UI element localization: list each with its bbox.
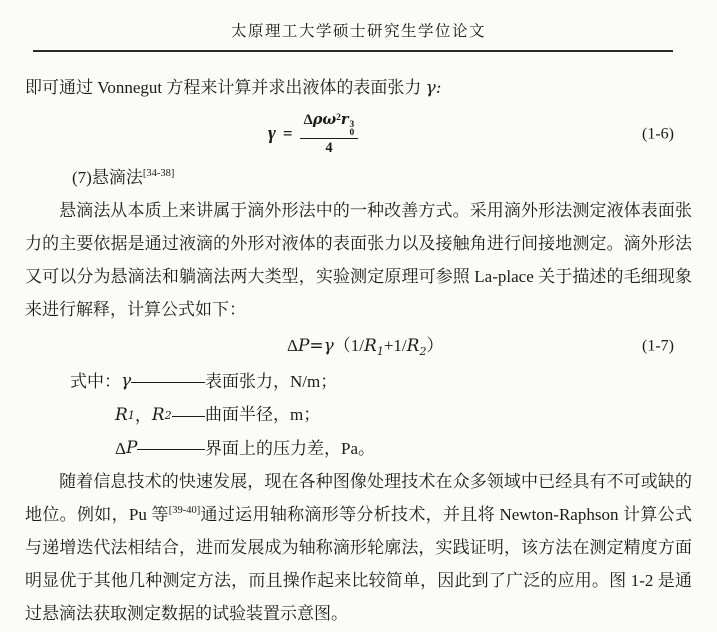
section-label: (7)悬滴法 bbox=[72, 168, 143, 187]
paragraph-1 bbox=[25, 194, 692, 326]
definition-desc: 曲面半径，m； bbox=[205, 405, 321, 424]
fraction bbox=[300, 112, 359, 157]
delta-symbol: Δ bbox=[287, 336, 298, 355]
radius-2-subscript: 2 bbox=[419, 345, 427, 358]
equals-sign: = bbox=[282, 124, 293, 144]
definition-desc: 表面张力，N/m； bbox=[205, 372, 338, 391]
radius-1-subscript: 1 bbox=[376, 345, 384, 358]
r-symbol: r bbox=[340, 110, 349, 128]
dash-leader bbox=[137, 449, 205, 450]
pressure-symbol: P bbox=[297, 336, 310, 356]
equation-tag-1-6: (1-6) bbox=[642, 125, 674, 143]
paragraph-2 bbox=[25, 465, 692, 630]
citation-34-38: [34-38] bbox=[142, 168, 175, 179]
definition-radii bbox=[115, 398, 692, 432]
pressure-symbol: P bbox=[125, 438, 138, 458]
rho-omega-symbols: ρω bbox=[312, 110, 337, 128]
paragraph-2-seg2: 通过运用轴称滴形等分析技术，并且将 Newton-Raphson 计算公式与递增迭代法相结合，进而发展成为轴称滴形轮廓法，实践证明，该方法在测定精度方面明显优于其他几种测定方法，而且操作起来比较简单，因此到了广泛的应用。图 1-2 是通过悬滴法获取测定数据的试验装置示意图。 bbox=[25, 505, 692, 623]
delta-symbol: Δ bbox=[303, 111, 313, 128]
close-paren: ） bbox=[426, 336, 444, 355]
paragraph-2-seg1: 随着信息技术的快速发展，现在各种图像处理技术在众多领域中已经具有不可或缺的地位。例如，Pu 等 bbox=[25, 472, 692, 524]
where-definitions bbox=[25, 365, 692, 465]
open-paren: （ bbox=[333, 336, 351, 355]
plus-one-over: +1/ bbox=[383, 336, 407, 355]
radius-2-symbol: R bbox=[406, 336, 420, 356]
dash-leader bbox=[131, 382, 205, 383]
delta-symbol: Δ bbox=[115, 439, 126, 458]
r-superscript: 3 bbox=[349, 119, 355, 130]
intro-gamma-symbol: γ: bbox=[425, 78, 442, 98]
radius-2-symbol: R bbox=[151, 405, 165, 425]
intro-text: 即可通过 Vonnegut 方程来计算并求出液体的表面张力 bbox=[25, 78, 426, 97]
definition-lead: R 1 ， R 2 bbox=[115, 399, 205, 432]
one-over-1: 1/ bbox=[350, 336, 365, 355]
definition-lead bbox=[115, 432, 205, 465]
citation-39-40: [39-40] bbox=[168, 505, 201, 516]
page-header-title: 太原理工大学硕士研究生学位论文 bbox=[230, 23, 486, 40]
dash-leader bbox=[172, 416, 205, 417]
comma: ， bbox=[134, 406, 152, 425]
omega-exponent: 2 bbox=[336, 112, 341, 123]
radius-1-symbol: R bbox=[364, 336, 377, 356]
paragraph-1-text: 悬滴法从本质上来讲属于滴外形法中的一种改善方式。采用滴外形法测定液体表面张力的主要依据是通过液滴的外形对液体的表面张力以及接触角进行间接地测定。滴外形法又可以分为悬滴法和躺滴法两大类型，实验测定原理可参照 La-place 关于描述的毛细现象来进行解释，计算公式如下： bbox=[25, 201, 692, 319]
intro-line bbox=[25, 71, 692, 105]
equation-1-7 bbox=[25, 328, 692, 364]
header-rule bbox=[33, 50, 673, 52]
section-heading-7 bbox=[25, 161, 692, 194]
where-label: 式中： bbox=[70, 372, 121, 391]
gamma-symbol: γ bbox=[121, 371, 132, 391]
page-content bbox=[25, 71, 692, 630]
fraction-numerator bbox=[300, 112, 359, 139]
equation-1-6 bbox=[25, 109, 692, 159]
radius-1-symbol: R bbox=[115, 405, 128, 425]
gamma-symbol: γ bbox=[268, 123, 276, 145]
r-subscript: 0 bbox=[349, 127, 355, 138]
definition-lead bbox=[70, 365, 205, 398]
definition-pressure bbox=[115, 432, 692, 465]
r-sub-sup bbox=[350, 121, 355, 137]
equation-tag-1-7: (1-7) bbox=[642, 337, 674, 355]
equals-gamma: =γ bbox=[309, 336, 334, 356]
fraction-denominator: 4 bbox=[325, 139, 333, 156]
equation-1-7-body bbox=[287, 329, 443, 363]
definition-gamma bbox=[70, 365, 692, 398]
definition-desc: 界面上的压力差，Pa。 bbox=[205, 439, 375, 458]
equation-1-6-body bbox=[268, 112, 358, 157]
